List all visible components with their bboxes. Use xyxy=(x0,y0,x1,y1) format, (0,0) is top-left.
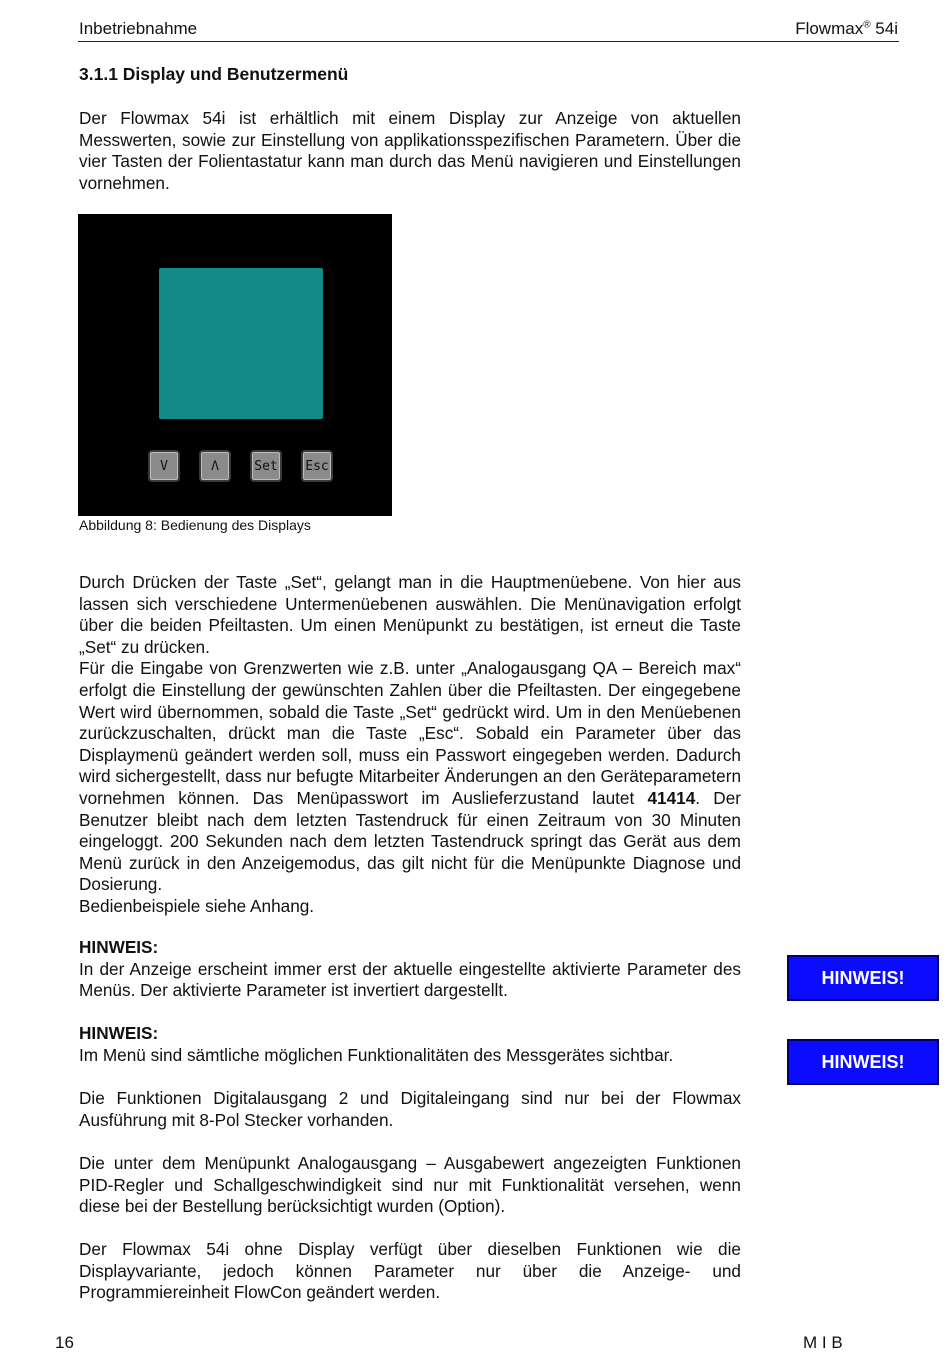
running-header-right xyxy=(795,19,898,39)
intro-text: Der Flowmax 54i ist erhältlich mit einem Display zur Anzeige von aktuellen Messwerten, sowie zur Einstellung von applikationsspezifischen Parametern. Über die vier Tasten der Folientastatur kann man durch das Menü navigieren und Einstellungen vornehmen. xyxy=(79,108,741,193)
key-esc-button: Esc xyxy=(301,450,333,482)
paragraph-analog: Die unter dem Menüpunkt Analogausgang – Ausgabewert angezeigten Funktionen PID-Regler und Schallgeschwindigkeit sind nur mit Funktionalität versehen, wenn diese bei der Bestellung berücksichtigt wurden (Option). xyxy=(79,1153,741,1217)
product-name: Flowmax xyxy=(795,19,864,38)
hint-2 xyxy=(79,1023,741,1066)
body-paragraph-2-end: . Der Benutzer bleibt nach dem letzten Tastendruck für einen Zeitraum von 30 Minuten eingeloggt. 200 Sekunden nach dem letzten Tastendruck springt das Gerät aus dem Menü zurück in den Anzeigemodus, das gilt nicht für die Menüpunkte Diagnose und Dosierung. xyxy=(79,787,741,895)
footer-brand: M I B xyxy=(803,1333,843,1352)
section-title: 3.1.1 Display und Benutzermenü xyxy=(79,64,349,84)
paragraph-digital: Die Funktionen Digitalausgang 2 und Digitaleingang sind nur bei der Flowmax Ausführung mit 8-Pol Stecker vorhanden. xyxy=(79,1088,741,1130)
hint-2-heading: HINWEIS: xyxy=(79,1023,159,1043)
hint-1-heading: HINWEIS: xyxy=(79,937,159,957)
paragraph-no-display: Der Flowmax 54i ohne Display verfügt über dieselben Funktionen wie die Displayvariante, jedoch können Parameter nur über die Anzeige- und Programmiereinheit FlowCon geändert werden. xyxy=(79,1239,741,1303)
body-paragraph-1: Durch Drücken der Taste „Set“, gelangt man in die Hauptmenüebene. Von hier aus lassen sich verschiedene Untermenüebenen auswählen. Die Menünavigation erfolgt über die beiden Pfeiltasten. Um einen Menüpunkt zu bestätigen, ist erneut die Taste „Set“ zu drücken. xyxy=(79,572,741,657)
body-paragraph-2-start: Für die Eingabe von Grenzwerten wie z.B. unter „Analogausgang QA – Bereich max“ erfolgt die Einstellung der gewünschten Zahlen über die Pfeiltasten. Der eingegebene Wert wird übernommen, sobald die Taste „Set“ gedrückt wird. Um in den Menüebenen zurückzuschalten, drückt man die Taste „Esc“. Sobald ein Parameter über das Displaymenü geändert werden soll, muss ein Passwort eingegeben werden. Dadurch wird sichergestellt, dass nur befugte Mitarbeiter Änderungen an den Geräteparametern vornehmen können. Das Menüpasswort im Auslieferzustand lautet xyxy=(79,658,741,808)
intro-paragraph xyxy=(79,108,741,194)
body-paragraph-2 xyxy=(79,658,741,896)
hint-1-text: In der Anzeige erscheint immer erst der aktuelle eingestellte aktivierte Parameter des Menüs. Der aktivierte Parameter ist invertiert dargestellt. xyxy=(79,958,741,1001)
display-screen xyxy=(159,268,323,419)
key-down-button: V xyxy=(148,450,180,482)
body-paragraph-3: Bedienbeispiele siehe Anhang. xyxy=(79,895,315,916)
hint-1-badge: HINWEIS! xyxy=(787,955,939,1001)
device-display-figure xyxy=(78,214,392,516)
hint-2-badge: HINWEIS! xyxy=(787,1039,939,1085)
running-header-left: Inbetriebnahme xyxy=(79,19,198,38)
menu-password: 41414 xyxy=(647,787,696,808)
registered-mark: ® xyxy=(863,19,871,31)
figure-caption: Abbildung 8: Bedienung des Displays xyxy=(79,517,311,533)
header-rule xyxy=(78,41,899,42)
product-model: 54i xyxy=(870,19,898,38)
body-text xyxy=(79,572,741,918)
key-set-button: Set xyxy=(250,450,282,482)
hint-2-text: Im Menü sind sämtliche möglichen Funktionalitäten des Messgerätes sichtbar. xyxy=(79,1044,674,1065)
key-up-button: Λ xyxy=(199,450,231,482)
hint-1 xyxy=(79,937,741,1002)
page-number: 16 xyxy=(55,1333,74,1352)
